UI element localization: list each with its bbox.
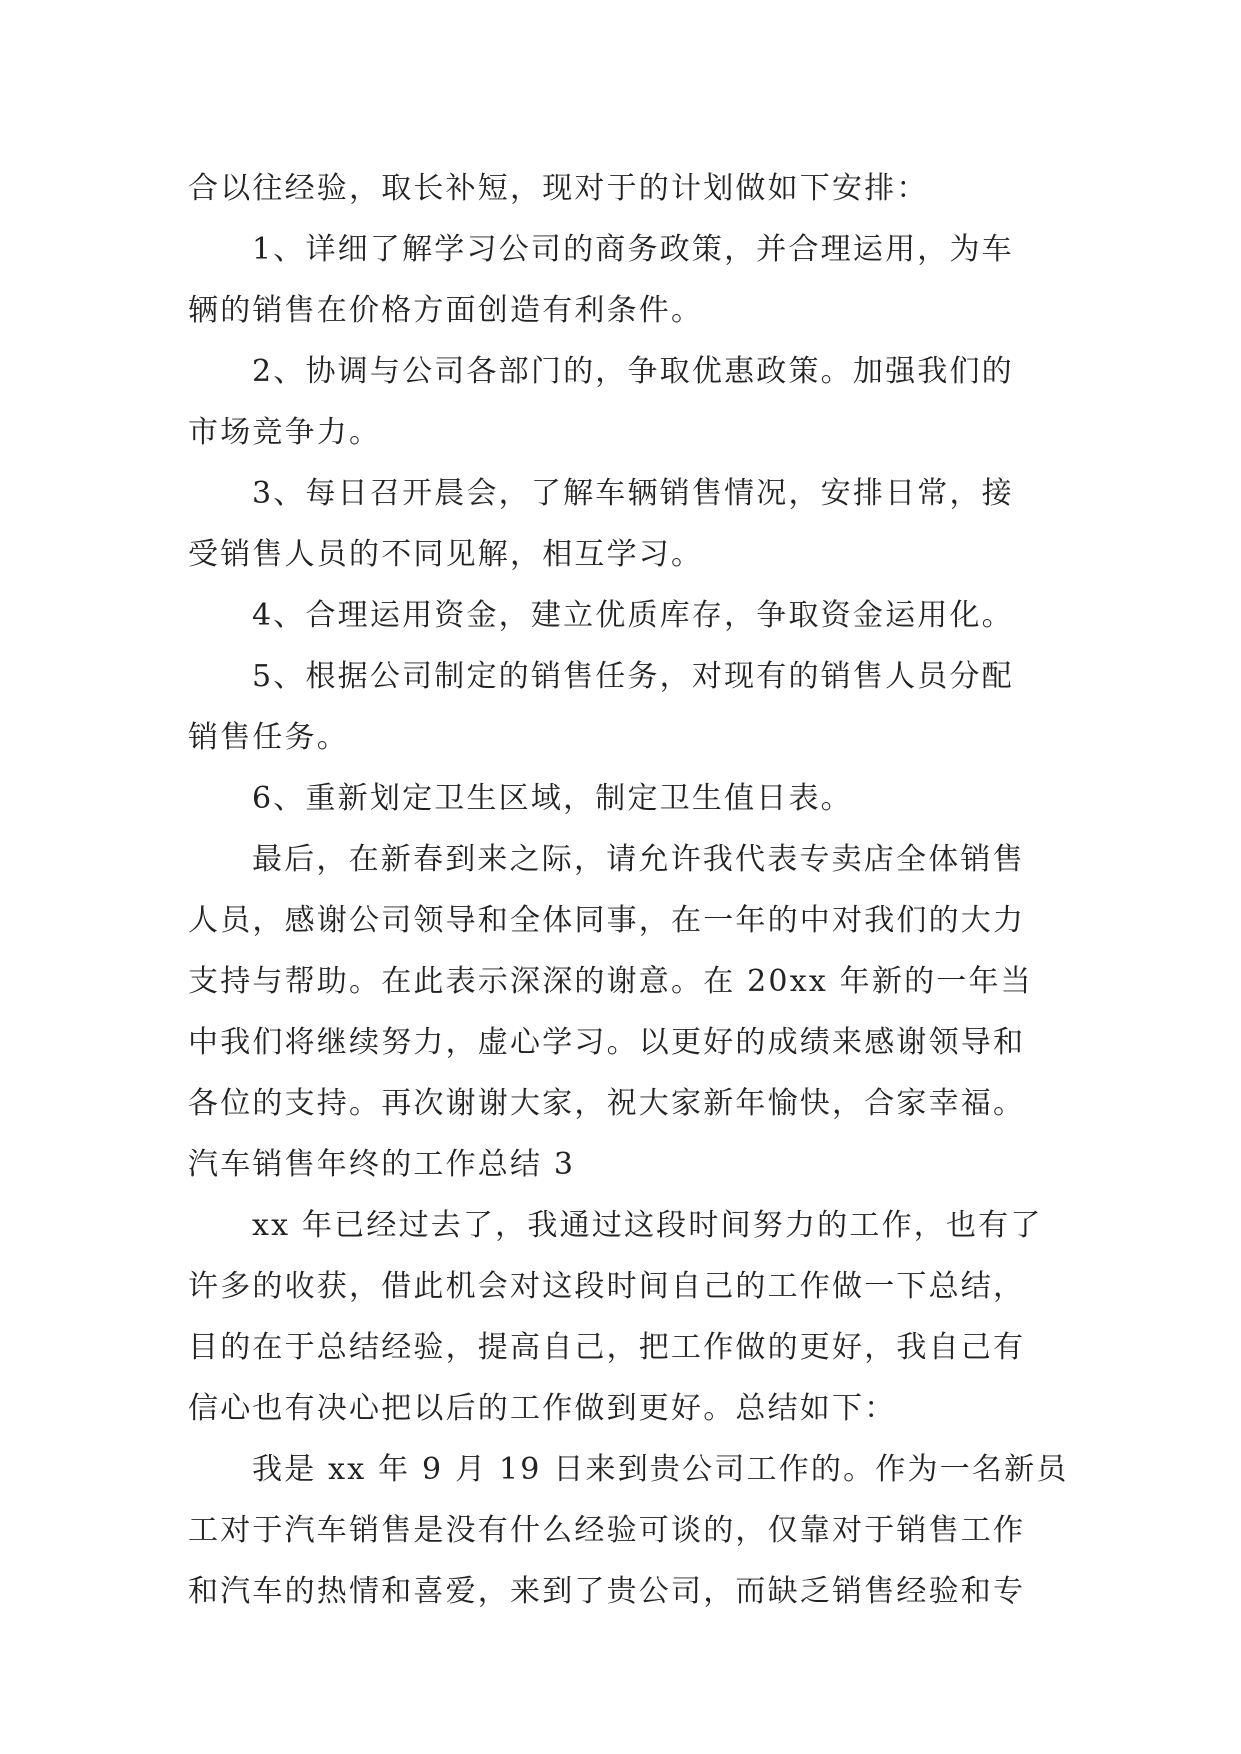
text-line: 2、协调与公司各部门的，争取优惠政策。加强我们的 — [252, 354, 1014, 389]
text-line: 和汽车的热情和喜爱，来到了贵公司，而缺乏销售经验和专 — [188, 1574, 1026, 1609]
text-line: 市场竞争力。 — [188, 415, 382, 450]
text-line: 汽车销售年终的工作总结 3 — [188, 1147, 576, 1182]
paragraph — [188, 1195, 1068, 1439]
paragraph — [188, 585, 1068, 646]
paragraph — [188, 463, 1068, 585]
paragraph — [188, 219, 1068, 341]
text-line: 5、根据公司制定的销售任务，对现有的销售人员分配 — [252, 659, 1014, 694]
text-line: 许多的收获，借此机会对这段时间自己的工作做一下总结， — [188, 1269, 1026, 1304]
paragraph — [188, 158, 1068, 219]
text-line: 6、重新划定卫生区域，制定卫生值日表。 — [252, 781, 853, 816]
section-heading — [188, 1134, 1068, 1195]
text-line: 最后，在新春到来之际，请允许我代表专卖店全体销售 — [252, 842, 1025, 877]
paragraph — [188, 768, 1068, 829]
text-line: 各位的支持。再次谢谢大家，祝大家新年愉快，合家幸福。 — [188, 1086, 1026, 1121]
paragraph — [188, 646, 1068, 768]
paragraph — [188, 1439, 1068, 1622]
text-line: 受销售人员的不同见解，相互学习。 — [188, 537, 704, 572]
text-line: 目的在于总结经验，提高自己，把工作做的更好，我自己有 — [188, 1330, 1026, 1365]
text-line: 工对于汽车销售是没有什么经验可谈的，仅靠对于销售工作 — [188, 1513, 1026, 1548]
text-line: 人员，感谢公司领导和全体同事，在一年的中对我们的大力 — [188, 903, 1026, 938]
text-line: 合以往经验，取长补短，现对于的计划做如下安排： — [188, 171, 929, 206]
text-line: 销售任务。 — [188, 720, 349, 755]
text-line: 4、合理运用资金，建立优质库存，争取资金运用化。 — [252, 598, 1014, 633]
document-body — [188, 158, 1068, 1622]
text-line: 1、详细了解学习公司的商务政策，并合理运用，为车 — [252, 232, 1014, 267]
text-line: 3、每日召开晨会，了解车辆销售情况，安排日常，接 — [252, 476, 1014, 511]
text-line: 中我们将继续努力，虚心学习。以更好的成绩来感谢领导和 — [188, 1025, 1026, 1060]
text-line: 信心也有决心把以后的工作做到更好。总结如下： — [188, 1391, 897, 1426]
paragraph — [188, 341, 1068, 463]
paragraph — [188, 829, 1068, 1134]
text-line: 支持与帮助。在此表示深深的谢意。在 20xx 年新的一年当 — [188, 964, 1033, 999]
text-line: xx 年已经过去了，我通过这段时间努力的工作，也有了 — [252, 1208, 1043, 1243]
text-line: 我是 xx 年 9 月 19 日来到贵公司工作的。作为一名新员 — [252, 1452, 1069, 1487]
text-line: 辆的销售在价格方面创造有利条件。 — [188, 293, 704, 328]
